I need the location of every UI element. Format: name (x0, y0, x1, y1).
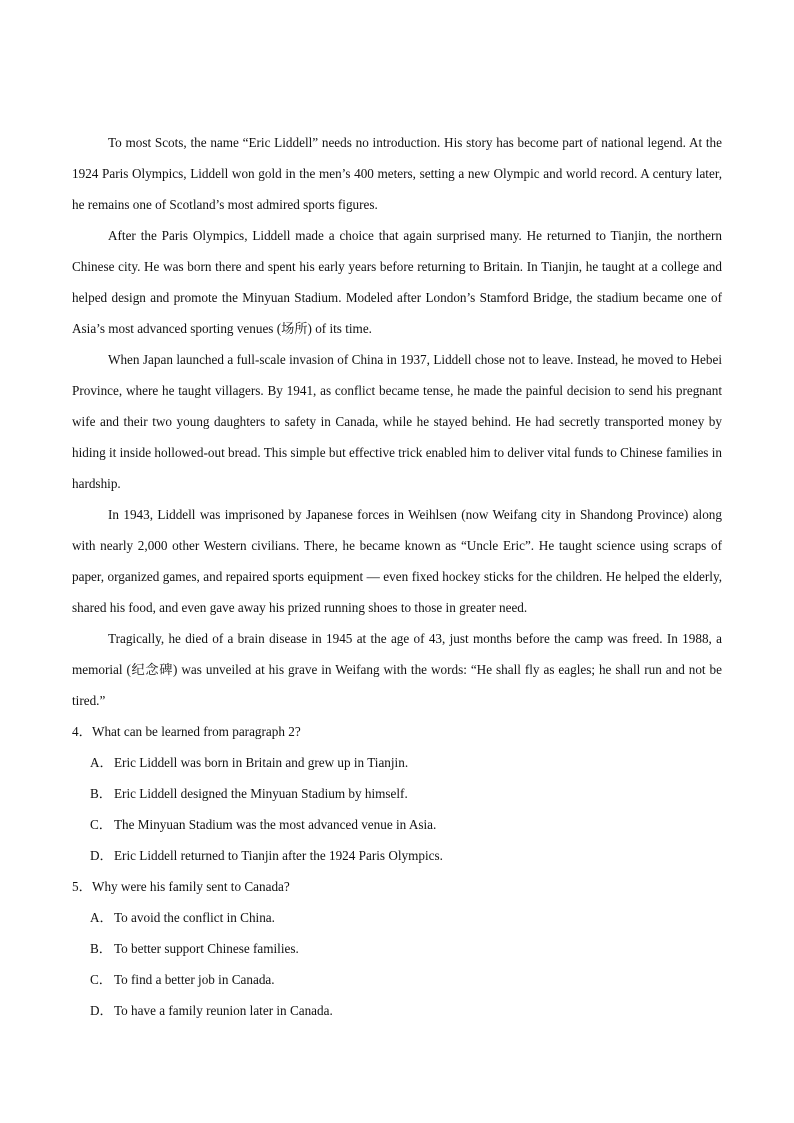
option-text: To have a family reunion later in Canada. (114, 1003, 333, 1018)
option-c (72, 964, 722, 995)
reading-passage (72, 127, 722, 716)
document-page (72, 127, 722, 1026)
passage-paragraph-4: In 1943, Liddell was imprisoned by Japanese forces in Weihlsen (now Weifang city in Shandong Province) along with nearly 2,000 other Western civilians. There, he became known as “Uncle Eric”. He taught science using scraps of paper, organized games, and repaired sports equipment — even fixed hockey sticks for the children. He helped the elderly, shared his food, and even gave away his prized running shoes to those in greater need. (72, 507, 722, 615)
option-letter: D． (90, 1003, 113, 1018)
question-stem (72, 716, 722, 747)
passage-paragraph-3: When Japan launched a full-scale invasion of China in 1937, Liddell chose not to leave. Instead, he moved to Hebei Province, where he taught villagers. By 1941, as conflict became tense, he made the painful decision to send his pregnant wife and their two young daughters to safety in Canada, while he stayed behind. He had secretly transported money by hiding it inside hollowed-out bread. This simple but effective trick enabled him to deliver vital funds to Chinese families in hardship. (72, 352, 722, 491)
option-a (72, 902, 722, 933)
option-letter: B． (90, 941, 112, 956)
passage-paragraph-1: To most Scots, the name “Eric Liddell” needs no introduction. His story has become part of national legend. At the 1924 Paris Olympics, Liddell won gold in the men’s 400 meters, setting a new Olympic and world record. A century later, he remains one of Scotland’s most admired sports figures. (72, 135, 722, 212)
question-text: Why were his family sent to Canada? (92, 879, 290, 894)
option-text: The Minyuan Stadium was the most advanced venue in Asia. (114, 817, 437, 832)
option-text: To better support Chinese families. (114, 941, 299, 956)
question-4 (72, 716, 722, 871)
option-letter: C． (90, 817, 112, 832)
option-text: Eric Liddell was born in Britain and grew up in Tianjin. (114, 755, 409, 770)
option-d (72, 840, 722, 871)
question-text: What can be learned from paragraph 2? (92, 724, 301, 739)
option-letter: A． (90, 755, 113, 770)
option-text: To find a better job in Canada. (114, 972, 275, 987)
question-stem (72, 871, 722, 902)
option-letter: C． (90, 972, 112, 987)
option-d (72, 995, 722, 1026)
passage-paragraph-2: After the Paris Olympics, Liddell made a choice that again surprised many. He returned to Tianjin, the northern Chinese city. He was born there and spent his early years before returning to Britain. In Tianjin, he taught at a college and helped design and promote the Minyuan Stadium. Modeled after London’s Stamford Bridge, the stadium became one of Asia’s most advanced sporting venues (场所) of its time. (72, 228, 722, 336)
option-text: To avoid the conflict in China. (114, 910, 275, 925)
option-letter: B． (90, 786, 112, 801)
option-a (72, 747, 722, 778)
option-letter: D． (90, 848, 113, 863)
option-c (72, 809, 722, 840)
option-b (72, 933, 722, 964)
option-text: Eric Liddell returned to Tianjin after the 1924 Paris Olympics. (114, 848, 443, 863)
question-5 (72, 871, 722, 1026)
option-text: Eric Liddell designed the Minyuan Stadium by himself. (114, 786, 408, 801)
question-number: 5． (72, 879, 92, 894)
option-b (72, 778, 722, 809)
option-letter: A． (90, 910, 113, 925)
question-number: 4． (72, 724, 92, 739)
passage-paragraph-5: Tragically, he died of a brain disease in 1945 at the age of 43, just months before the camp was freed. In 1988, a memorial (纪念碑) was unveiled at his grave in Weifang with the words: “He shall fly as eagles; he shall run and not be tired.” (72, 631, 722, 708)
